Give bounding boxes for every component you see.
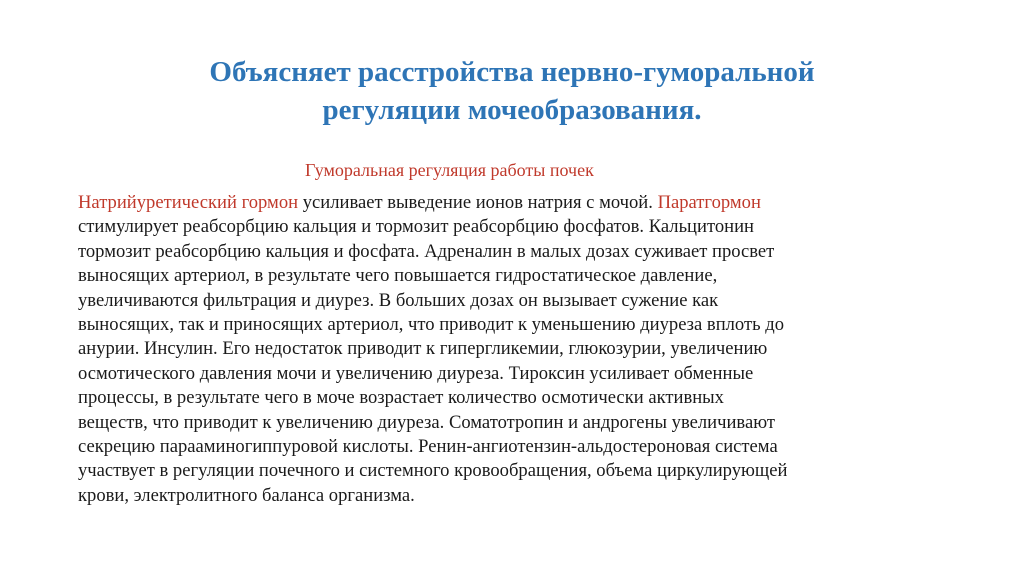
- slide-title: [110, 53, 914, 129]
- body-line: увеличиваются фильтрация и диурез. В больших дозах он вызывает сужение как: [78, 289, 719, 311]
- body-line: процессы, в результате чего в моче возрастает количество осмотически активных: [78, 387, 724, 409]
- body-line: участвует в регуляции почечного и системного кровообращения, объема циркулирующей: [78, 460, 788, 482]
- slide-subtitle: Гуморальная регуляция работы почек: [305, 160, 594, 180]
- body-line: крови, электролитного баланса организма.: [78, 484, 415, 506]
- body-text-segment: усиливает выведение ионов натрия с мочой.: [298, 192, 658, 213]
- body-line: [78, 191, 958, 215]
- body-line: анурии. Инсулин. Его недостаток приводит к гипергликемии, глюкозурии, увеличению: [78, 338, 768, 360]
- body-line: тормозит реабсорбцию кальция и фосфата. Адреналин в малых дозах суживает просвет: [78, 240, 775, 262]
- body-line: выносящих, так и приносящих артериол, что приводит к уменьшению диуреза вплоть до: [78, 314, 784, 336]
- title-line: регуляции мочеобразования.: [322, 94, 702, 126]
- title-line: Объясняет расстройства нервно-гуморальной: [209, 56, 815, 88]
- body-line: веществ, что приводит к увеличению диуреза. Соматотропин и андрогены увеличивают: [78, 411, 775, 433]
- body-line: секрецию парааминогиппуровой кислоты. Ренин-ангиотензин-альдостероновая система: [78, 436, 778, 458]
- body-line: осмотического давления мочи и увеличению диуреза. Тироксин усиливает обменные: [78, 362, 754, 384]
- highlighted-term: Паратгормон: [657, 192, 761, 213]
- body-line: выносящих артериол, в результате чего повышается гидростатическое давление,: [78, 265, 718, 287]
- body-line: стимулирует реабсорбцию кальция и тормозит реабсорбцию фосфатов. Кальцитонин: [78, 216, 754, 238]
- highlighted-term: Натрийуретический гормон: [78, 192, 299, 213]
- body-text: [78, 191, 958, 508]
